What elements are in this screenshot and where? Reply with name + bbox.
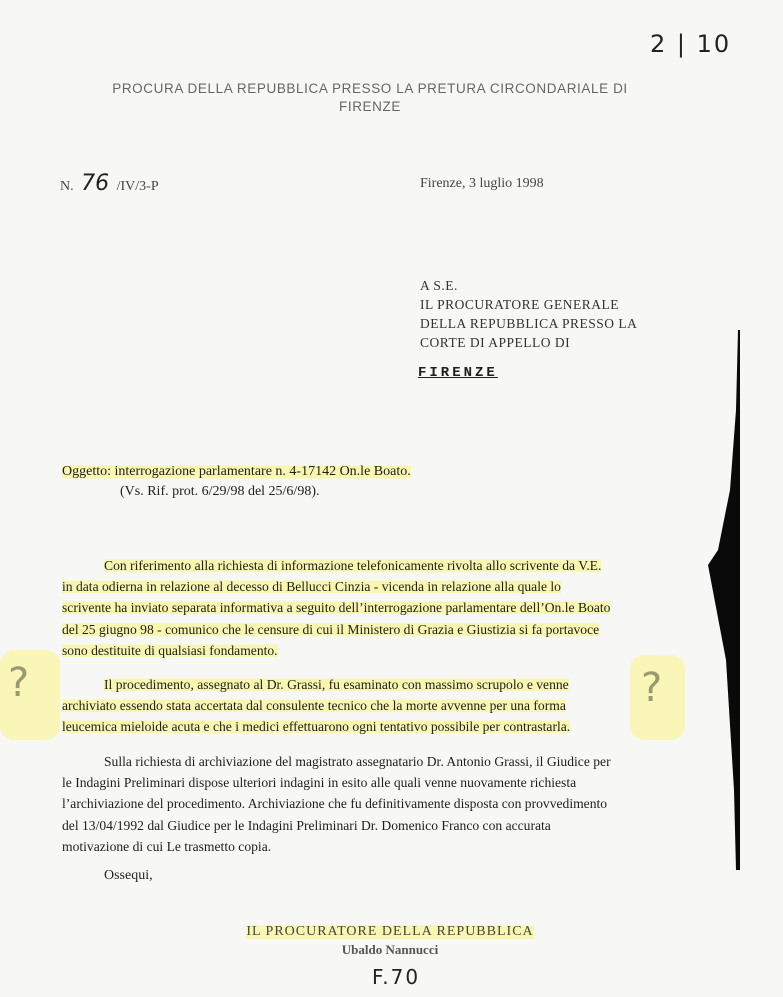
handwritten-page-mark: 2 | 10 [650, 30, 732, 58]
recipient-city: FIRENZE [418, 365, 498, 381]
paragraph-3-line-5: motivazione di cui Le trasmetto copia. [62, 838, 272, 854]
handwritten-footer-code: F.70 [372, 965, 421, 989]
recipient-line-3: DELLA REPUBBLICA PRESSO LA [420, 316, 638, 331]
question-mark-left: ? [8, 660, 30, 706]
paragraph-3-line-4: del 13/04/1992 dal Giudice per le Indagini Preliminari Dr. Domenico Franco con accurata [62, 817, 551, 833]
header-line-1: PROCURA DELLA REPUBBLICA PRESSO LA PRETURA CIRCONDARIALE DI [112, 81, 628, 96]
signature-title: IL PROCURATORE DELLA REPUBBLICA [246, 924, 534, 939]
subject-line-2: (Vs. Rif. prot. 6/29/98 del 25/6/98). [120, 484, 320, 499]
closing-greeting: Ossequi, [104, 868, 153, 883]
header-line-2: FIRENZE [339, 99, 401, 114]
body-paragraph-3 [62, 751, 702, 857]
paragraph-2-line-2: archiviato essendo stata accertata dal consulente tecnico che la morte avvenne per una forma [62, 698, 566, 714]
paragraph-3-line-2: le Indagini Preliminari dispose ulteriori indagini in esito alle quali venne nuovamente richiesta [62, 775, 577, 791]
paragraph-1-line-5: sono destituite di qualsiasi fondamento. [62, 642, 278, 658]
body-paragraph-2 [62, 674, 702, 738]
paragraph-3-line-3: l’archiviazione del procedimento. Archiviazione che fu definitivamente disposta con provvedimento [62, 796, 608, 812]
subject-line-1: Oggetto: interrogazione parlamentare n. 4-17142 On.le Boato. [62, 464, 411, 479]
paragraph-2-line-3: leucemica mieloide acuta e che i medici effettuarono ogni tentativo possibile per contrastarla. [62, 719, 571, 735]
recipient-line-2: IL PROCURATORE GENERALE [420, 297, 620, 312]
paragraph-2-line-1: Il procedimento, assegnato al Dr. Grassi, fu esaminato con massimo scrupolo e venne [104, 677, 569, 692]
reference-prefix: N. [60, 179, 74, 194]
reference-line [60, 171, 159, 197]
subject-block [62, 462, 411, 502]
recipient-line-4: CORTE DI APPELLO DI [420, 335, 571, 350]
body-paragraph-1 [62, 555, 702, 661]
paragraph-1-line-4: del 25 giugno 98 - comunico che le censure di cui il Ministero di Grazia e Giustizia si fa portavoce [62, 621, 600, 637]
paragraph-3-line-1: Sulla richiesta di archiviazione del magistrato assegnatario Dr. Antonio Grassi, il Giudice per [104, 754, 611, 769]
question-mark-right: ? [641, 665, 663, 711]
recipient-block [420, 276, 637, 352]
place-date: Firenze, 3 luglio 1998 [420, 176, 544, 191]
paragraph-1-line-2: in data odierna in relazione al decesso di Bellucci Cinzia - vicenda in relazione alla quale lo [62, 579, 561, 595]
paragraph-1-line-1: Con riferimento alla richiesta di informazione telefonicamente rivolta allo scrivente da V.E. [104, 558, 602, 573]
scan-shadow-artifact [708, 330, 740, 870]
office-header [40, 80, 700, 116]
protocol-number-handwritten: 76 [81, 171, 110, 196]
scan-shadow-shape [708, 330, 740, 870]
signature-name: Ubaldo Nannucci [341, 942, 439, 957]
reference-suffix: /IV/3-P [116, 179, 159, 194]
paragraph-1-line-3: scrivente ha inviato separata informativa a seguito dell’interrogazione parlamentare dell’On.le Boato [62, 600, 611, 616]
signature-block [190, 922, 590, 958]
recipient-line-1: A S.E. [420, 278, 458, 293]
